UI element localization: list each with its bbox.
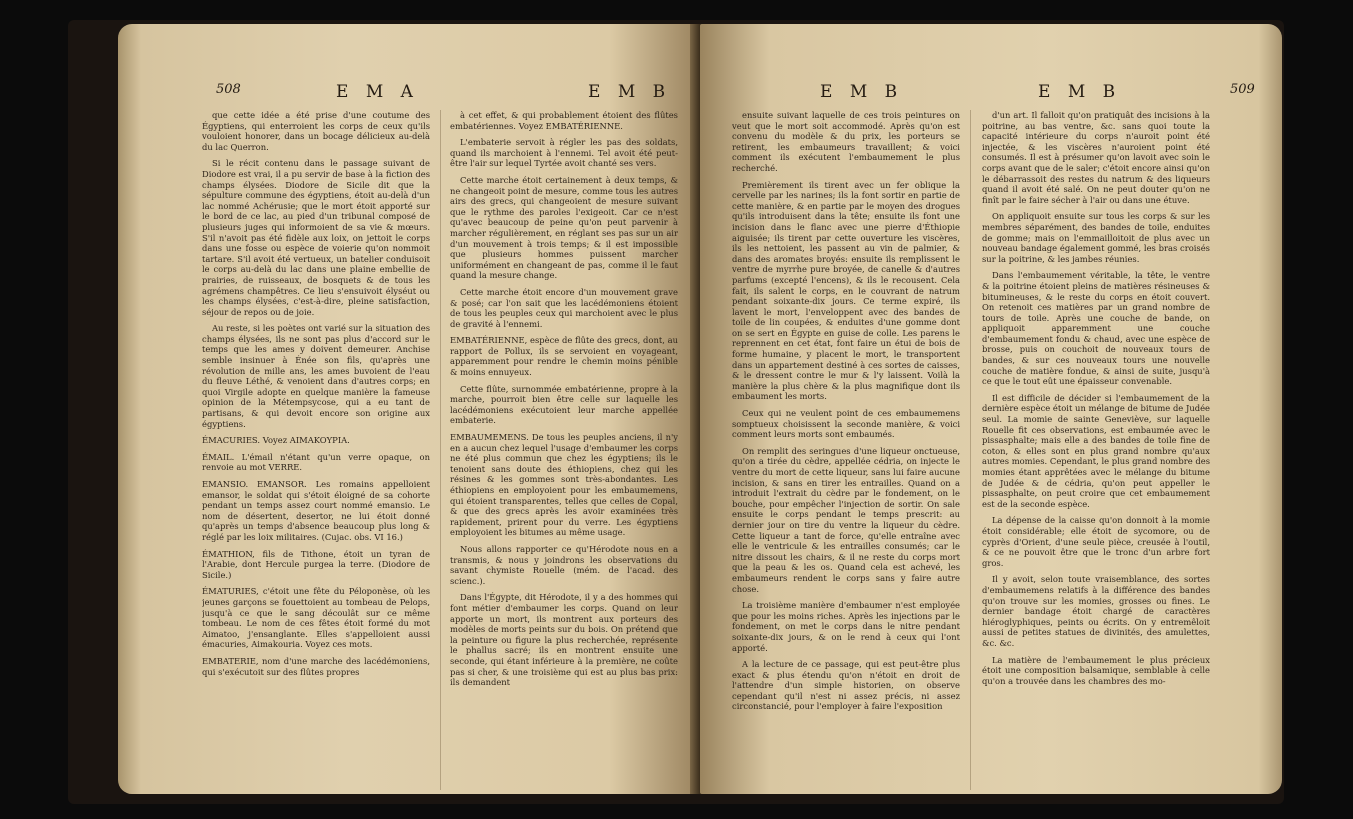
paragraph: La matière de l'embaumement le plus précieux étoit une composition balsamique, semblable à celle qu'on a trouvée dans les chambres des mo- xyxy=(982,654,1210,686)
left-page-column-1 xyxy=(202,110,430,794)
paragraph: Au reste, si les poètes ont varié sur la situation des champs élysées, ils ne sont pas plus d'accord sur le temps que les ames y doivent demeurer. Anchise semble insinuer à Énée son fils, qu'après une révolution de mille ans, les ames buvoient de l'eau du fleuve Léthé, & venoient dans d'autres corps; en quoi Virgile adopte en quelque manière la fameuse opinion de la Métempsycose, qui a eu tant de partisans, & qui devoit encore son origine aux égyptiens. xyxy=(202,323,430,429)
paragraph: Si le récit contenu dans le passage suivant de Diodore est vrai, il a pu servir de base à la fiction des champs élysées. Diodore de Sicile dit que la sépulture commune des égyptiens, étoit au-delà d'un lac nommé Achérusie; que le mort étoit apporté sur le bord de ce lac, au pied d'un tribunal composé de plusieurs juges qui informoient de sa vie & mœurs. S'il n'avoit pas été fidèle aux loix, on jettoit le corps dans une fosse ou espèce de voierie qu'on nommoit tartare. S'il avoit été vertueux, un batelier conduisoit le corps au-delà du lac dans une plaine embellie de prairies, de ruisseaux, de bosquets & de tous les agrémens champêtres. Ce lieu s'ensuivoit élyséut ou les champs élysées, c'est-à-dire, pleine satisfaction, séjour de repos ou de joie. xyxy=(202,158,430,317)
right-page xyxy=(700,24,1282,794)
paragraph: Il est difficile de décider si l'embaumement de la dernière espèce étoit un mélange de bitume de Judée seul. La momie de sainte Geneviève, sur laquelle Rouelle fit ces observations, est embaumée avec le pissasphalte; mais elle a des bandes de toile fine de coton, & elles sont en plus grand nombre qu'aux autres momies. Cependant, le plus grand nombre des momies étant apprêtées avec le mélange du bitume de Judée & de cédria, qu'on peut appeller le pissasphalte, on peut croire que cet embaumement est de la seconde espèce. xyxy=(982,392,1210,509)
paragraph: La troisième manière d'embaumer n'est employée que pour les moins riches. Après les injections par le fondement, on met le corps dans le nitre pendant soixante-dix jours, & on le rend à ceux qui l'ont apporté. xyxy=(732,600,960,653)
page-number: 509 xyxy=(1230,82,1255,97)
running-head-right: E M B xyxy=(1038,82,1122,102)
column-rule xyxy=(440,110,441,790)
paragraph: EMBATERIE, nom d'une marche des lacédémoniens, qui s'exécutoit sur des flûtes propres xyxy=(202,655,430,677)
running-head-left: E M B xyxy=(820,82,904,102)
paragraph: Cette marche étoit encore d'un mouvement grave & posé; car l'on sait que les lacédémoniens étoient de tous les peuples ceux qui marchoient avec le plus de gravité à l'ennemi. xyxy=(450,286,678,329)
paragraph: Premièrement ils tirent avec un fer oblique la cervelle par les narines; ils la font sortir en partie de cette manière, & en partie par le moyen des drogues qu'ils introduisent dans la tête; ensuite ils font une incision dans le flanc avec une pierre d'Éthiopie aiguisée; ils tirent par cette ouverture les viscères, ils les nettoient, les passent au vin de palmier, & dans des aromates broyés: ensuite ils remplissent le ventre de myrrhe pure broyée, de canelle & d'autres parfums (excepté l'encens), & ils le recousent. Cela fait, ils salent le corps, en le couvrant de natrum pendant soixante-dix jours. Ce terme expiré, ils lavent le mort, l'enveloppent avec des bandes de toile de lin coupées, & enduites d'une gomme dont on se sert en Égypte en guise de colle. Les parens le reprennent en cet état, font faire un étui de bois de forme humaine, y placent le mort, le transportent dans un appartement destiné à ces sortes de caisses, & le dressent contre le mur & l'y laissent. Voilà la manière la plus chère & la plus magnifique dont ils embaument les morts. xyxy=(732,179,960,402)
paragraph: L'embaterie servoit à régler les pas des soldats, quand ils marchoient à l'ennemi. Tel avoit été peut-être l'air sur lequel Tyrtée avoit chanté ses vers. xyxy=(450,137,678,169)
paragraph: que cette idée a été prise d'une coutume des Égyptiens, qui enterroient les corps de ceux qu'ils vouloient honorer, dans un bocage délicieux au-delà du lac Querron. xyxy=(202,110,430,152)
paragraph: EMBATÉRIENNE, espèce de flûte des grecs, dont, au rapport de Pollux, ils se servoient en voyageant, apparemment pour rendre le chemin moins pénible & moins ennuyeux. xyxy=(450,335,678,378)
paragraph: Ceux qui ne veulent point de ces embaumemens somptueux choisissent la seconde manière, & voici comment leurs morts sont embaumés. xyxy=(732,408,960,440)
column-rule xyxy=(970,110,971,790)
paragraph: ensuite suivant laquelle de ces trois peintures on veut que le mort soit accommodé. Après qu'on est convenu du modèle & du prix, les porteurs se retirent, les embaumeurs travaillent; & voici comment ils exécutent l'embaumement le plus recherché. xyxy=(732,110,960,173)
paragraph: d'un art. Il falloit qu'on pratiquât des incisions à la poitrine, au bas ventre, &c. sans quoi toute la capacité intérieure du corps n'auroit point été injectée, & les viscères n'auroient point été consumés. Il est à présumer qu'on lavoit avec soin le corps avant que de le saler; c'étoit encore ainsi qu'on le débarrassoit des restes du natrum & des liqueurs quand il avoit été salé. On ne peut douter qu'on ne finît par le faire sécher à l'air ou dans une étuve. xyxy=(982,110,1210,205)
paragraph: Il y avoit, selon toute vraisemblance, des sortes d'embaumemens relatifs à la différence des bandes qu'on trouve sur les momies, grosses ou fines. Le dernier bandage étoit chargé de caractères hiéroglyphiques, peints ou écrits. On y entremêloit aussi de petites statues de divinités, des amulettes, &c. &c. xyxy=(982,574,1210,648)
running-head-right: E M B xyxy=(588,82,672,102)
right-page-column-1 xyxy=(732,110,960,794)
right-page-column-2 xyxy=(982,110,1210,794)
paragraph: EMBAUMEMENS. De tous les peuples anciens, il n'y en a aucun chez lequel l'usage d'embaumer les corps ne été plus commun que chez les égyptiens; ils le tenoient sans doute des éthiopiens, chez qui les résines & les gommes sont très-abondantes. Les éthiopiens en employoient pour les embaumemens, qui étoient transparentes, telles que celles de Copal, & que des grecs après les avoir examinées très rapidement, prirent pour du verre. Les égyptiens employoient les bitumes au même usage. xyxy=(450,432,678,538)
paragraph: ÉMACURIES. Voyez AIMAKOYPIA. xyxy=(202,435,350,446)
paragraph: à cet effet, & qui probablement étoient des flûtes embatériennes. Voyez EMBATÉRIENNE. xyxy=(450,110,678,131)
paragraph: ÉMATHION, fils de Tithone, étoit un tyran de l'Arabie, dont Hercule purgea la terre. (Diodore de Sicile.) xyxy=(202,548,430,580)
paragraph: Dans l'embaumement véritable, la tête, le ventre & la poitrine étoient pleins de matières résineuses & bitumineuses, & le reste du corps en étoit couvert. On retenoit ces matières par un grand nombre de tours de toile. Après une couche de bande, on appliquoit apparemment une couche d'embaumement fondu & chaud, avec une espèce de brosse, puis on couchoit de nouveaux tours de bandes, & sur ces nouveaux tours une nouvelle couche de matière fondue, & ainsi de suite, jusqu'à ce que le tout eût une épaisseur convenable. xyxy=(982,270,1210,387)
left-page xyxy=(118,24,696,794)
paragraph: On remplit des seringues d'une liqueur onctueuse, qu'on a tirée du cèdre, appellée cédria, on injecte le ventre du mort de cette liqueur, sans lui faire aucune incision, & sans en tirer les entrailles. Quand on a introduit l'extrait du cèdre par le fondement, on le bouche, pour empêcher l'injection de sortir. On sale ensuite le corps pendant le temps prescrit: au dernier jour on tire du ventre la liqueur du cèdre. Cette liqueur a tant de force, qu'elle entraîne avec elle le ventricule & les entrailles consumés; car le nitre dissout les chairs, & il ne reste du corps mort que la peau & les os. Quand cela est achevé, les embaumeurs rendent le corps sans y faire autre chose. xyxy=(732,445,960,594)
paragraph: Nous allons rapporter ce qu'Hérodote nous en a transmis, & nous y joindrons les observations du savant chymiste Rouelle (mém. de l'acad. des scienc.). xyxy=(450,543,678,586)
page-number: 508 xyxy=(216,82,241,97)
paragraph: ÉMATURIES, c'étoit une fête du Péloponèse, où les jeunes garçons se fouettoient au tombeau de Pelops, jusqu'à ce que le sang découlât sur ce même tombeau. Le nom de ces fêtes étoit formé du mot Aimatoo, j'ensanglante. Elles s'appelloient aussi émacuries, Aimakouria. Voyez ces mots. xyxy=(202,586,430,650)
running-head-left: E M A xyxy=(336,82,419,102)
paragraph: EMANSIO. EMANSOR. Les romains appelloient emansor, le soldat qui s'étoit éloigné de sa cohorte pendant un temps assez court nommé emansio. Le nom de désertent, desertor, ne lui étoit donné qu'après un temps d'absence beaucoup plus long & réglé par les loix militaires. (Cujac. obs. VI 16.) xyxy=(202,479,430,542)
paragraph: Cette flûte, surnommée embatérienne, propre à la marche, pourroit bien être celle sur laquelle les lacédémoniens exécutoient leur marche appellée embaterie. xyxy=(450,383,678,426)
paragraph: Cette marche étoit certainement à deux temps, & ne changeoit point de mesure, comme tous les autres airs des grecs, qui changeoient de mesure suivant que le rythme des paroles l'exigeoit. Car ce n'est qu'avec beaucoup de peine qu'on peut parvenir à marcher régulièrement, en réglant ses pas sur un air d'un mouvement à trois temps; & il est impossible que plusieurs hommes puissent marcher uniformément en changeant de pas, comme il le faut quand la mesure change. xyxy=(450,174,678,281)
paragraph: On appliquoit ensuite sur tous les corps & sur les membres séparément, des bandes de toile, enduites de gomme; mais on l'emmailloitoit de plus avec un nouveau bandage également gommé, les bras croisés sur la poitrine, & les jambes réunies. xyxy=(982,211,1210,264)
paragraph: A la lecture de ce passage, qui est peut-être plus exact & plus étendu qu'on n'étoit en droit de l'attendre d'un simple historien, on observe cependant qu'il n'est ni assez précis, ni assez circonstancié, pour l'employer à faire l'exposition xyxy=(732,659,960,712)
left-page-column-2 xyxy=(450,110,678,794)
paragraph: La dépense de la caisse qu'on donnoit à la momie étoit considérable; elle étoit de sycomore, ou de cyprès d'Orient, d'une seule pièce, creusée à l'outil, & ce ne pouvoit être que le tronc d'un arbre fort gros. xyxy=(982,515,1210,568)
paragraph: ÉMAIL. L'émail n'étant qu'un verre opaque, on renvoie au mot VERRE. xyxy=(202,451,430,473)
paragraph: Dans l'Égypte, dit Hérodote, il y a des hommes qui font métier d'embaumer les corps. Quand on leur apporte un mort, ils montrent aux porteurs des modèles de morts peints sur du bois. On prétend que la peinture ou figure la plus recherchée, représente le phallus sacré; ils en montrent ensuite une seconde, qui étant inférieure à la première, ne coûte pas si cher, & une troisième qui est au plus bas prix: ils demandent xyxy=(450,592,678,688)
